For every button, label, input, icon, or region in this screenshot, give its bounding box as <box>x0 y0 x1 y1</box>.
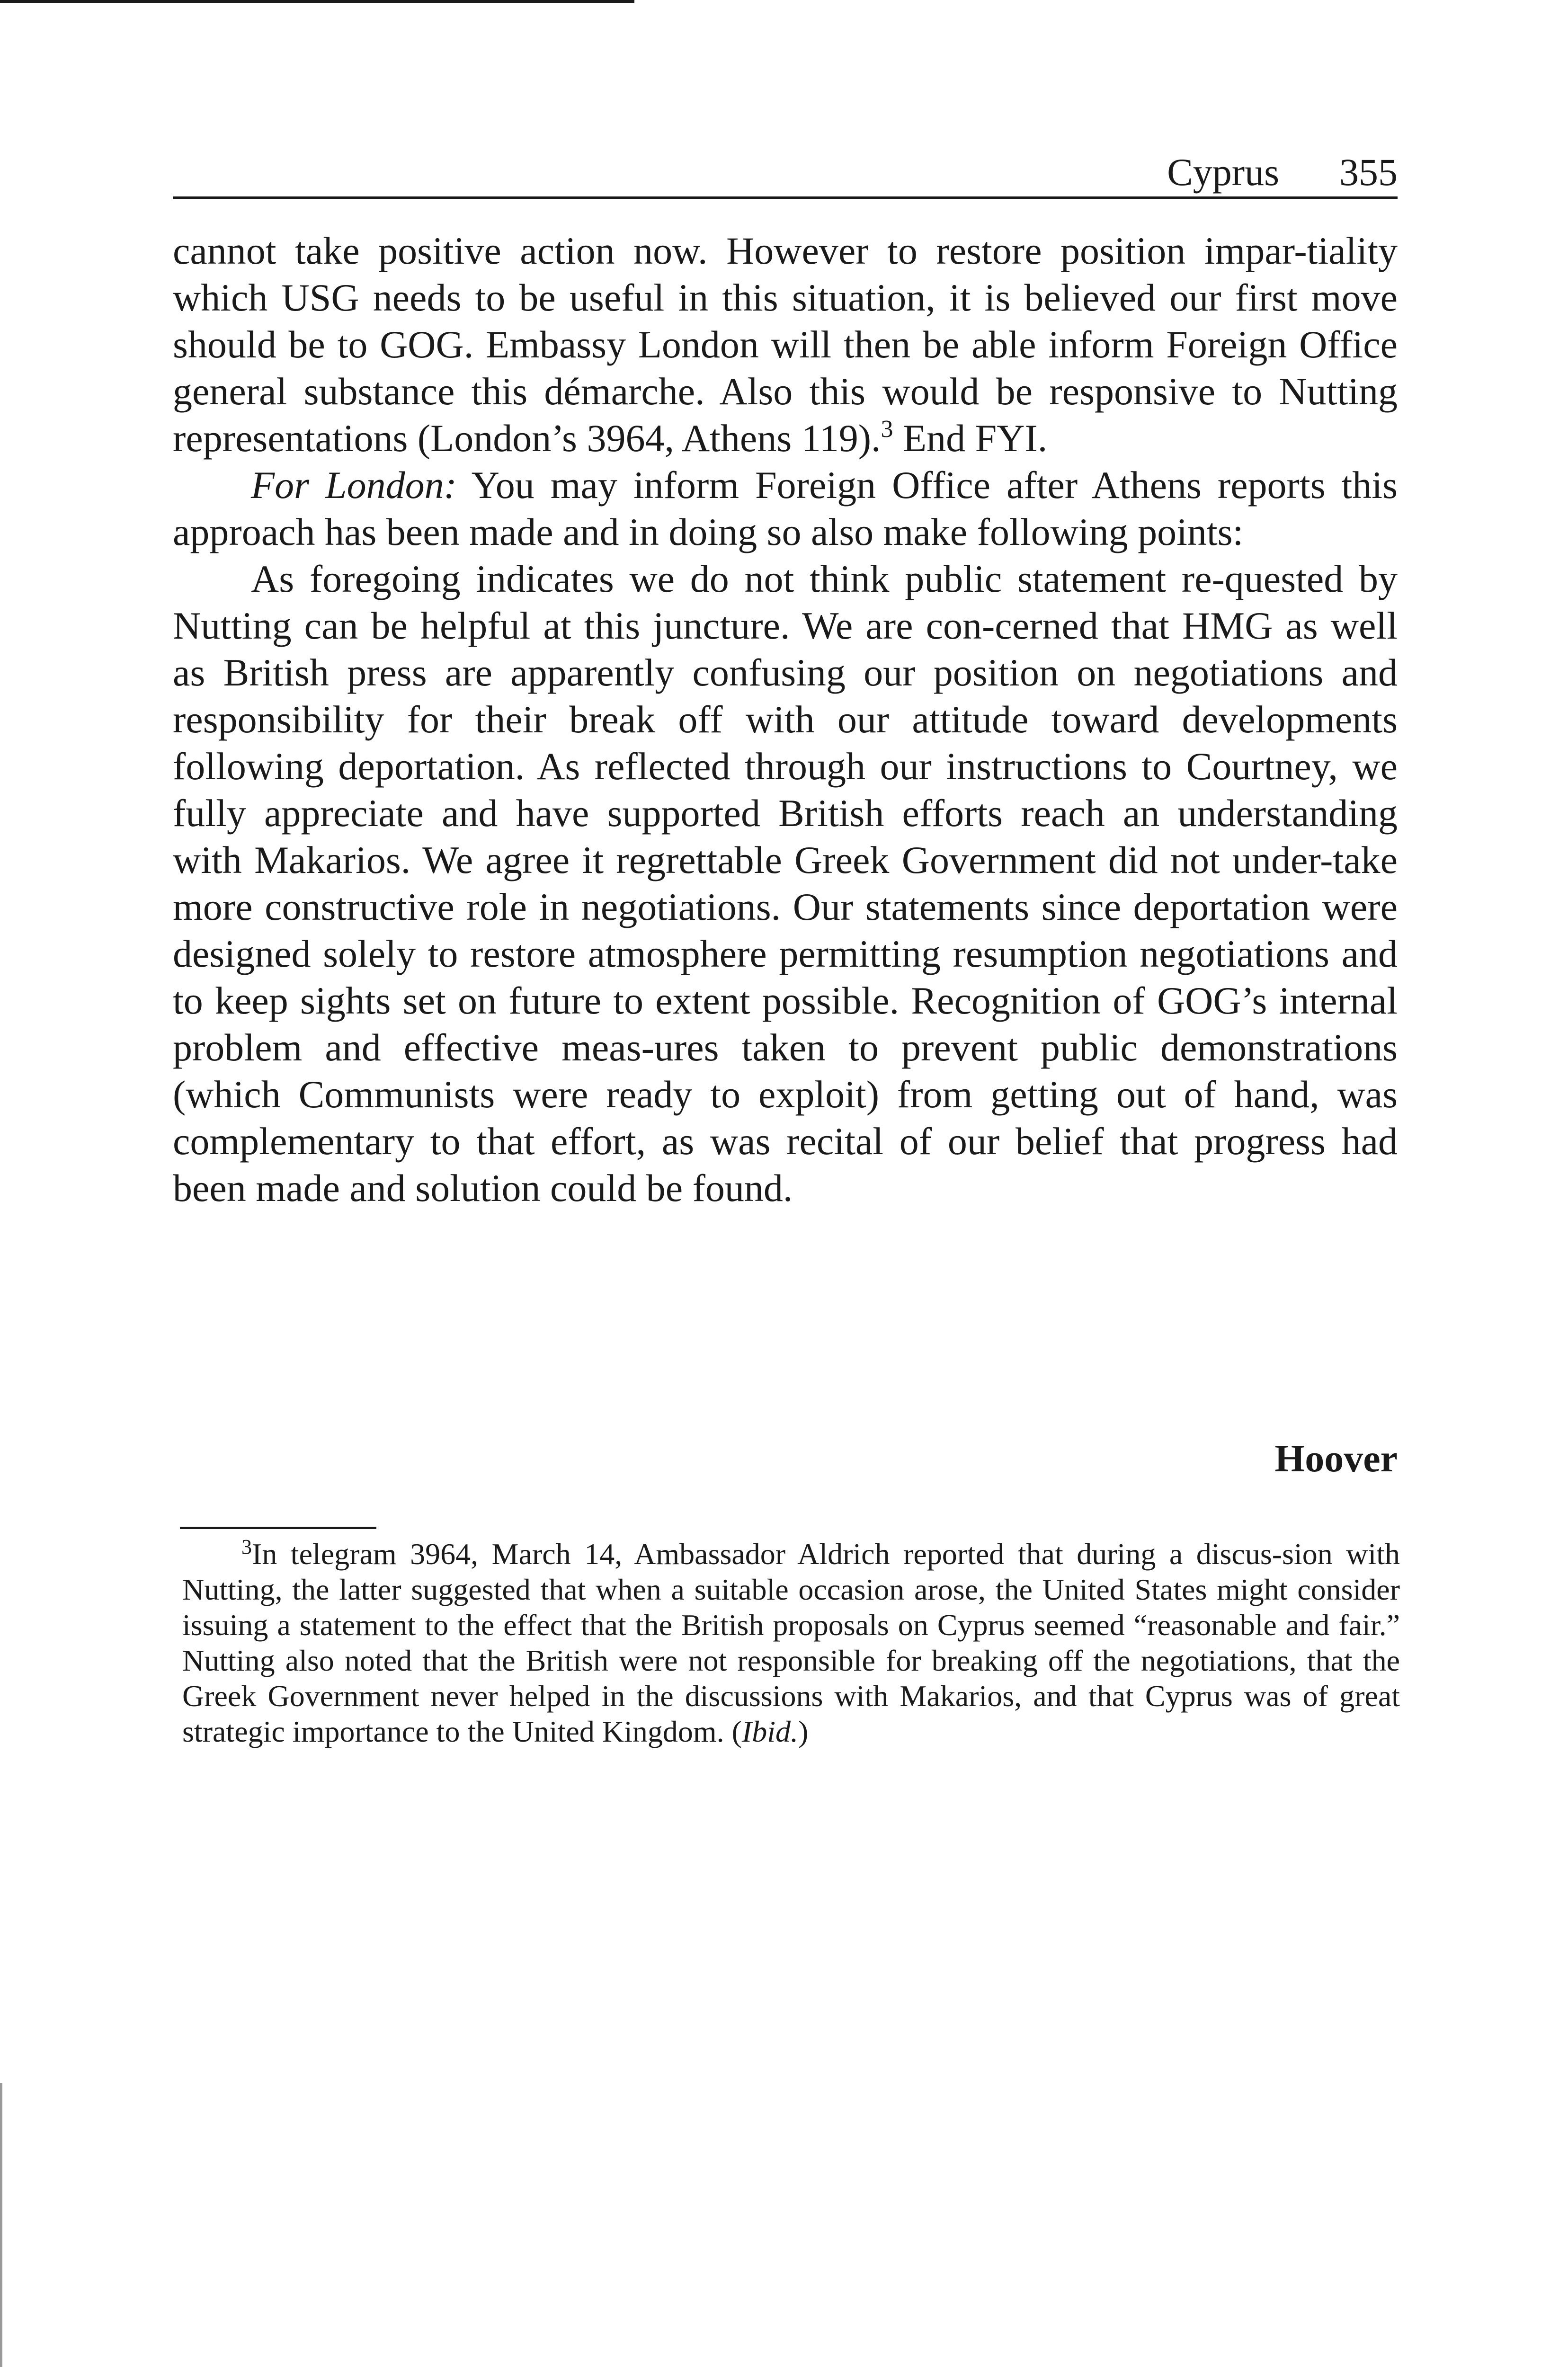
signature: Hoover <box>1274 1437 1398 1480</box>
scan-left-edge <box>0 2083 2 2367</box>
footnote-text: In telegram 3964, March 14, Ambassador Aldrich reported that during a discus-sion with Nutting, the latter suggested that when a suitable occasion arose, the United States might consider issuing a statement to the effect that the British proposals on Cyprus seemed “reasonable and fair.” Nutting also noted that the British were not responsible for breaking off the negotiations, that the Greek Government never helped in the discussions with Makarios, and that Cyprus was of great strategic importance to the United Kingdom. ( <box>182 1537 1400 1748</box>
footnote-rule <box>180 1527 376 1529</box>
paragraph-tail: End FYI. <box>893 417 1048 460</box>
paragraph-text: You may inform Foreign Office after Athens reports this approach has been made and in doing so also make following points: <box>173 463 1398 553</box>
running-head-section: Cyprus <box>1167 151 1279 194</box>
paragraph-text: cannot take positive action now. However to restore position impar-tiality which USG needs to be useful in this situation, it is believed our first move should be to GOG. Embassy London will then be able inform Foreign Office general substance this démarche. Also this would be responsive to Nutting representations (London’s 3964, Athens 119). <box>173 229 1398 460</box>
footnote <box>182 1536 1400 1749</box>
paragraph-for-london <box>173 462 1398 555</box>
body-text <box>173 227 1398 1211</box>
paragraph-continuation <box>173 227 1398 462</box>
paragraph-lead: For London: <box>251 463 457 507</box>
footnote-ref[interactable]: 3 <box>881 416 893 443</box>
page-number: 355 <box>1339 151 1398 194</box>
paragraph-text: As foregoing indicates we do not think public statement re-quested by Nutting can be helpful at this juncture. We are con-cerned that HMG as well as British press are apparently confusing our position on negotiations and responsibility for their break off with our attitude toward developments following deportation. As reflected through our instructions to Courtney, we fully appreciate and have supported British efforts reach an understanding with Makarios. We agree it regrettable Greek Government did not under-take more constructive role in negotiations. Our statements since deportation were designed solely to restore atmosphere permitting resumption negotiations and to keep sights set on future to extent possible. Recognition of GOG’s internal problem and effective meas-ures taken to prevent public demonstrations (which Communists were ready to exploit) from getting out of hand, was complementary to that effort, as was recital of our belief that progress had been made and solution could be found. <box>173 557 1398 1210</box>
footnote-citation: Ibid. <box>741 1715 798 1748</box>
scan-top-edge <box>0 0 634 3</box>
paragraph-main <box>173 555 1398 1211</box>
running-head <box>173 142 1398 199</box>
footnote-close: ) <box>798 1715 809 1748</box>
footnote-number: 3 <box>241 1535 252 1558</box>
